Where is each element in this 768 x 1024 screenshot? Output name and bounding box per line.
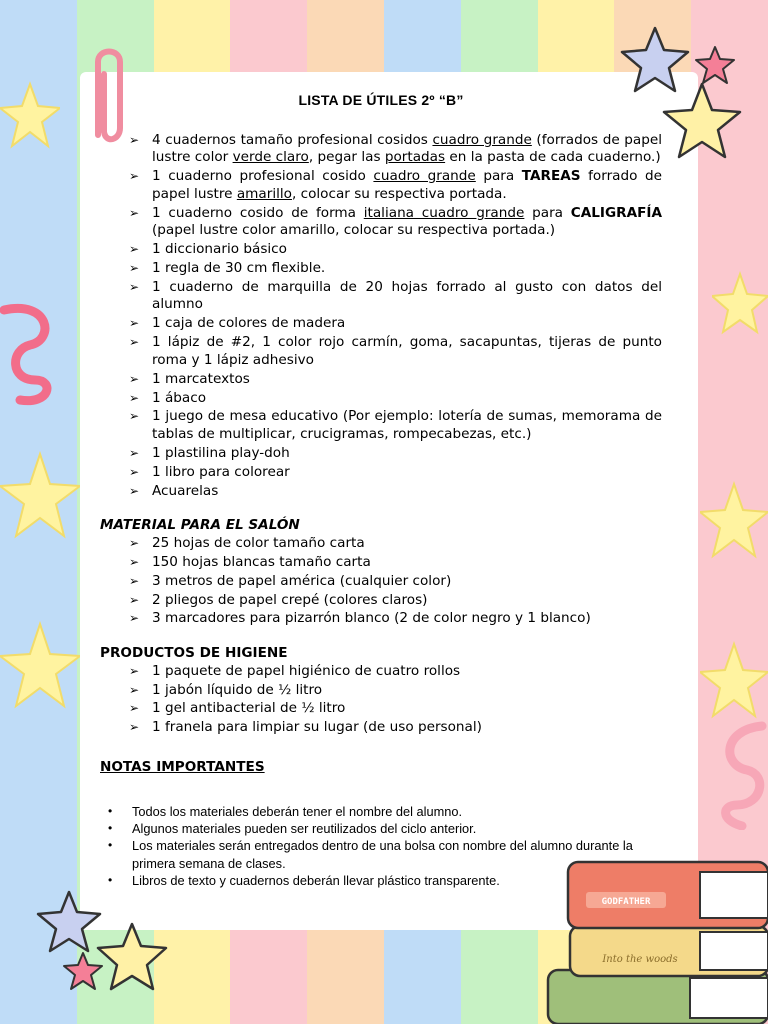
supplies-list <box>100 132 662 501</box>
list-item: ➢ 1 diccionario básico <box>129 241 287 258</box>
star-icon <box>0 80 60 150</box>
arrow-bullet-icon: ➢ <box>129 371 140 386</box>
arrow-bullet-icon: ➢ <box>129 535 140 550</box>
arrow-bullet-icon: ➢ <box>129 390 140 405</box>
arrow-bullet-icon: ➢ <box>129 205 140 220</box>
arrow-bullet-icon: ➢ <box>129 279 140 294</box>
list-item: ➢ 1 ábaco <box>129 389 207 406</box>
star-icon <box>62 950 104 992</box>
list-item: ➢ 2 pliegos de papel crepé (colores claros) <box>129 591 428 608</box>
list-item: ➢ 1 caja de colores de madera <box>129 315 346 332</box>
list-item: ➢ 1 franela para limpiar su lugar (de uso personal) <box>129 719 482 736</box>
arrow-bullet-icon: ➢ <box>129 554 140 569</box>
list-item: ➢ 1 libro para colorear <box>129 463 290 480</box>
arrow-bullet-icon: ➢ <box>129 720 140 735</box>
list-item: ➢ 150 hojas blancas tamaño carta <box>129 553 371 570</box>
page-title: LISTA DE ÚTILES 2º “B” <box>298 92 464 108</box>
arrow-bullet-icon: ➢ <box>129 409 140 424</box>
list-item: ➢ 3 metros de papel américa (cualquier color) <box>129 572 452 589</box>
list-item: ➢ 1 plastilina play-doh <box>129 444 290 461</box>
list-item: ➢ 1 cuaderno profesional cosido cuadro grande para TAREAS forrado de papel lustre amarillo, colocar su respectiva portada. <box>129 168 663 202</box>
list-item: ➢ 25 hojas de color tamaño carta <box>129 534 365 551</box>
arrow-bullet-icon: ➢ <box>129 611 140 626</box>
arrow-bullet-icon: ➢ <box>129 592 140 607</box>
arrow-bullet-icon: ➢ <box>129 169 140 184</box>
star-icon <box>700 640 768 720</box>
list-item: ➢ 1 cuaderno cosido de forma italiana cuadro grande para CALIGRAFÍA (papel lustre color amarillo, colocar su respectiva portada.) <box>129 204 662 239</box>
list-item: ➢ 1 lápiz de #2, 1 color rojo carmín, goma, sacapuntas, tijeras de punto roma y 1 lápiz adhesivo <box>129 334 662 368</box>
list-item: • Todos los materiales deberán tener el nombre del alumno. <box>108 803 463 819</box>
arrow-bullet-icon: ➢ <box>129 242 140 257</box>
star-icon <box>0 620 80 710</box>
list-item: ➢ 1 juego de mesa educativo (Por ejemplo: lotería de sumas, memorama de tablas de multiplicar, crucigramas, rompecabezas, etc.) <box>129 408 662 443</box>
section-heading-notas: NOTAS IMPORTANTES <box>100 758 265 775</box>
list-item: ➢ Acuarelas <box>129 482 219 499</box>
star-icon <box>0 450 80 540</box>
section-heading-material: MATERIAL PARA EL SALÓN <box>100 517 300 534</box>
list-item: • Los materiales serán entregados dentro de una bolsa con nombre del alumno durante la primera semana de clases. <box>108 838 633 871</box>
star-icon <box>712 270 768 336</box>
bullet-icon: • <box>108 803 113 818</box>
arrow-bullet-icon: ➢ <box>129 701 140 716</box>
list-item: ➢ 4 cuadernos tamaño profesional cosidos cuadro grande (forrados de papel lustre color verde claro, pegar las portadas en la pasta de cada cuaderno.) <box>129 131 663 166</box>
bullet-icon: • <box>108 838 113 853</box>
document-content <box>100 92 662 890</box>
arrow-bullet-icon: ➢ <box>129 260 140 275</box>
list-item: ➢ 1 marcatextos <box>129 370 250 387</box>
higiene-list <box>100 663 662 737</box>
arrow-bullet-icon: ➢ <box>129 682 140 697</box>
bullet-icon: • <box>108 873 113 888</box>
bullet-icon: • <box>108 820 113 835</box>
arrow-bullet-icon: ➢ <box>129 464 140 479</box>
list-item: ➢ 1 regla de 30 cm flexible. <box>129 259 326 276</box>
swirl-icon <box>712 720 768 830</box>
material-list <box>100 535 662 628</box>
arrow-bullet-icon: ➢ <box>129 316 140 331</box>
arrow-bullet-icon: ➢ <box>129 483 140 498</box>
list-item: • Libros de texto y cuadernos deberán llevar plástico transparente. <box>108 873 500 889</box>
swirl-icon <box>0 300 60 410</box>
arrow-bullet-icon: ➢ <box>129 573 140 588</box>
list-item: ➢ 1 jabón líquido de ½ litro <box>129 681 323 698</box>
list-item: ➢ 1 paquete de papel higiénico de cuatro rollos <box>129 662 461 679</box>
book-title-label: Into the woods <box>602 954 678 965</box>
star-icon <box>662 80 742 160</box>
arrow-bullet-icon: ➢ <box>129 663 140 678</box>
arrow-bullet-icon: ➢ <box>129 132 140 147</box>
arrow-bullet-icon: ➢ <box>129 335 140 350</box>
list-item: • Algunos materiales pueden ser reutilizados del ciclo anterior. <box>108 820 477 836</box>
star-icon <box>700 480 768 560</box>
notas-list <box>100 803 662 890</box>
list-item: ➢ 3 marcadores para pizarrón blanco (2 de color negro y 1 blanco) <box>129 610 591 627</box>
section-heading-higiene: PRODUCTOS DE HIGIENE <box>100 645 288 662</box>
list-item: ➢ 1 gel antibacterial de ½ litro <box>129 700 346 717</box>
book-title-label: GODFATHER <box>601 897 651 907</box>
star-icon <box>96 920 168 992</box>
star-icon <box>36 888 102 954</box>
list-item: ➢ 1 cuaderno de marquilla de 20 hojas forrado al gusto con datos del alumno <box>129 278 662 313</box>
arrow-bullet-icon: ➢ <box>129 445 140 460</box>
